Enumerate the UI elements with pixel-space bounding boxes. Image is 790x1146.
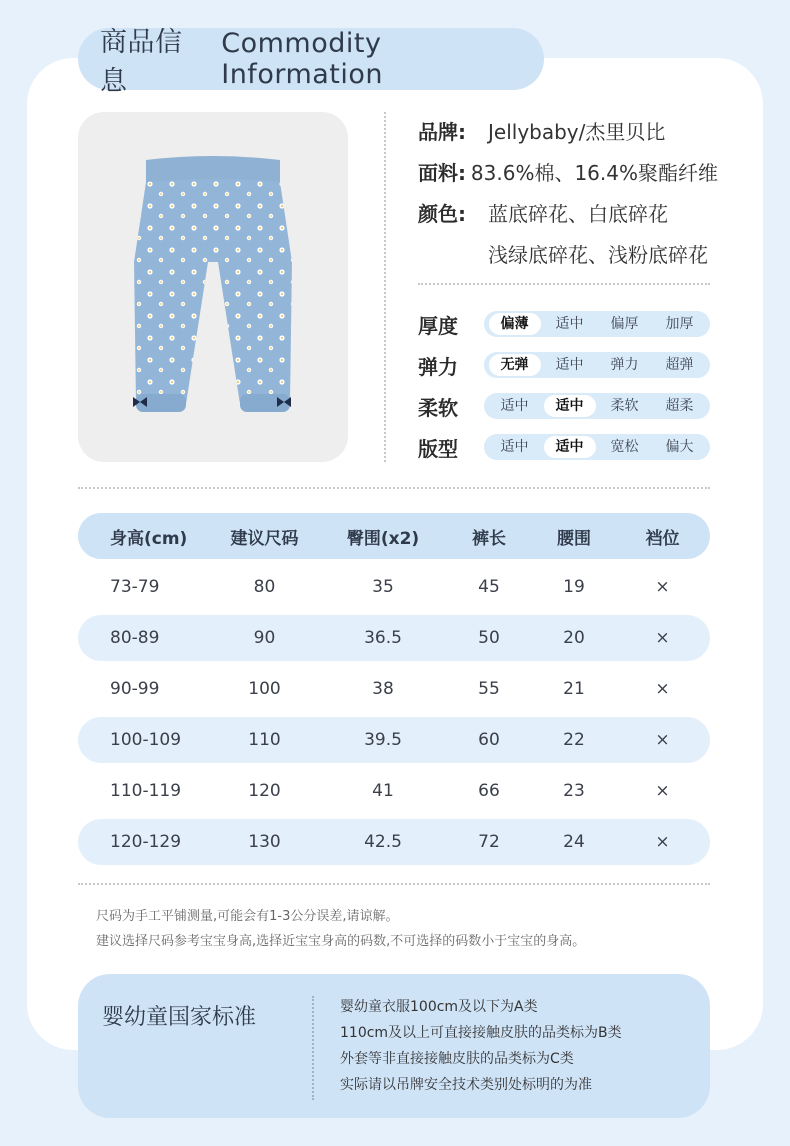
attr-scale <box>484 311 710 337</box>
info-value: Jellybaby/杰里贝比 <box>488 120 666 144</box>
section-title-en: Commodity Information <box>221 28 384 90</box>
table-cell: 90-99 <box>110 679 160 699</box>
attr-option: 超柔 <box>665 398 694 414</box>
attr-softness <box>418 392 710 420</box>
info-value: 83.6%棉、16.4%聚酯纤维 <box>470 161 718 185</box>
table-row <box>78 666 710 712</box>
attr-label: 厚度 <box>418 313 458 338</box>
table-cell: 80-89 <box>110 628 160 648</box>
table-cell: × <box>655 730 670 750</box>
col-header: 腰围 <box>557 528 591 549</box>
attr-option: 加厚 <box>665 316 694 332</box>
table-row <box>78 615 710 661</box>
standard-divider <box>312 996 314 1100</box>
standard-lines <box>340 994 622 1098</box>
attr-option: 宽松 <box>610 439 639 455</box>
attr-scale <box>484 352 710 378</box>
table-cell: 80 <box>253 577 276 597</box>
table-row <box>78 768 710 814</box>
attr-option: 适中 <box>555 316 584 332</box>
table-row <box>78 717 710 763</box>
table-cell: 41 <box>372 781 394 801</box>
attr-elasticity <box>418 351 710 379</box>
size-table <box>78 513 710 865</box>
attr-label: 弹力 <box>418 354 458 379</box>
info-row-fabric <box>418 151 718 192</box>
table-cell: 120-129 <box>110 832 182 852</box>
table-cell: × <box>655 679 670 699</box>
attr-scale <box>484 434 710 460</box>
vertical-divider <box>384 112 386 462</box>
table-row <box>78 819 710 865</box>
attr-fit <box>418 433 710 461</box>
col-header: 裆位 <box>645 528 680 549</box>
attr-option: 弹力 <box>610 357 639 373</box>
note-line: 建议选择尺码参考宝宝身高,选择近宝宝身高的码数,不可选择的码数小于宝宝的身高。 <box>96 934 586 949</box>
attr-option: 适中 <box>544 436 596 458</box>
divider <box>78 883 710 885</box>
table-cell: 39.5 <box>364 730 402 750</box>
pants-illustration <box>78 112 348 462</box>
table-cell: 20 <box>563 628 585 648</box>
col-header: 臀围(x2) <box>346 528 420 549</box>
table-cell: 38 <box>372 679 394 699</box>
standard-line: 外套等非直接接触皮肤的品类标为C类 <box>340 1051 574 1067</box>
table-cell: 72 <box>478 832 500 852</box>
attr-option: 偏大 <box>665 439 694 455</box>
table-cell: 100 <box>248 679 281 699</box>
divider <box>418 283 710 285</box>
table-cell: 36.5 <box>364 628 402 648</box>
standard-label: 婴幼童国家标准 <box>102 1005 257 1030</box>
table-cell: 90 <box>253 628 276 648</box>
attr-option: 适中 <box>500 398 529 414</box>
attr-label: 版型 <box>418 436 458 461</box>
table-cell: 24 <box>563 832 585 852</box>
attr-option: 偏薄 <box>489 313 541 335</box>
info-row-brand <box>418 110 718 151</box>
table-cell: 100-109 <box>110 730 182 750</box>
info-key: 颜色: <box>418 202 466 226</box>
table-cell: 120 <box>248 781 281 801</box>
attr-option: 适中 <box>500 439 529 455</box>
table-cell: × <box>655 781 670 801</box>
attr-option: 超弹 <box>665 357 694 373</box>
table-cell: 73-79 <box>110 577 160 597</box>
info-key: 品牌: <box>418 120 466 144</box>
info-value: 蓝底碎花、白底碎花 <box>488 202 668 226</box>
attr-thickness <box>418 310 710 338</box>
info-key: 面料: <box>418 161 466 185</box>
section-title <box>78 27 544 97</box>
table-cell: 110 <box>248 730 281 750</box>
info-value: 浅绿底碎花、浅粉底碎花 <box>488 243 708 267</box>
standard-line: 实际请以吊牌安全技术类别处标明的为准 <box>340 1077 592 1093</box>
info-row-color <box>418 192 718 233</box>
table-cell: 110-119 <box>110 781 182 801</box>
attr-option: 柔软 <box>610 398 639 414</box>
section-title-cn: 商品信息 <box>100 27 183 97</box>
table-cell: 55 <box>478 679 500 699</box>
attr-option: 适中 <box>544 395 596 417</box>
product-info <box>418 110 718 274</box>
table-cell: 50 <box>478 628 500 648</box>
col-header: 身高(cm) <box>110 528 188 549</box>
product-image <box>78 112 348 462</box>
standard-line: 110cm及以上可直接接触皮肤的品类标为B类 <box>340 1025 622 1041</box>
info-row-color-cont <box>418 233 718 274</box>
table-cell: 45 <box>478 577 500 597</box>
table-cell: 60 <box>478 730 500 750</box>
table-cell: × <box>655 628 670 648</box>
measurement-notes <box>96 904 585 954</box>
table-cell: 35 <box>372 577 394 597</box>
size-table-header <box>78 513 710 559</box>
table-cell: 21 <box>563 679 585 699</box>
national-standard-box <box>78 974 710 1118</box>
attr-label: 柔软 <box>418 395 458 420</box>
col-header: 裤长 <box>472 528 506 549</box>
attr-option: 偏厚 <box>610 316 639 332</box>
attr-option: 无弹 <box>489 354 541 376</box>
table-cell: 130 <box>248 832 281 852</box>
table-cell: × <box>655 577 670 597</box>
table-cell: × <box>655 832 670 852</box>
table-row <box>78 564 710 610</box>
table-cell: 23 <box>563 781 585 801</box>
attr-option: 适中 <box>555 357 584 373</box>
table-cell: 19 <box>563 577 585 597</box>
note-line: 尺码为手工平铺测量,可能会有1-3公分误差,请谅解。 <box>96 909 399 924</box>
col-header: 建议尺码 <box>230 528 299 549</box>
standard-line: 婴幼童衣服100cm及以下为A类 <box>340 999 538 1015</box>
table-cell: 42.5 <box>364 832 402 852</box>
divider <box>78 487 710 489</box>
table-cell: 22 <box>563 730 585 750</box>
table-cell: 66 <box>478 781 500 801</box>
attr-scale <box>484 393 710 419</box>
